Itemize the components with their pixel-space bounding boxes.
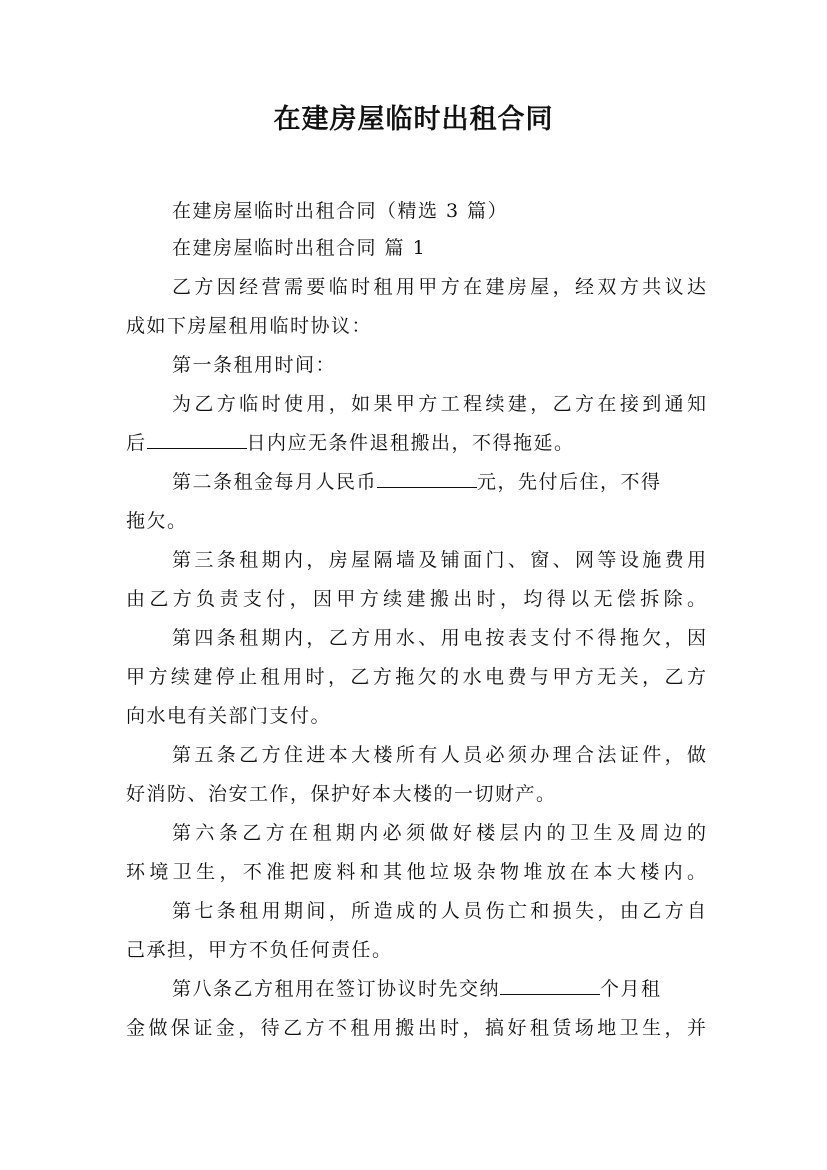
- text-segment: 后: [126, 432, 147, 454]
- paragraph-line: 第五条乙方住进本大楼所有人员必须办理合法证件，做: [172, 744, 706, 766]
- text-segment: 日内应无条件退租搬出，不得拖延。: [246, 432, 575, 454]
- paragraph-line: 为乙方临时使用，如果甲方工程续建，乙方在接到通知: [172, 393, 706, 415]
- paragraph-line: [126, 467, 706, 497]
- paragraph-line: 金做保证金，待乙方不租用搬出时，搞好租赁场地卫生，并: [126, 1017, 706, 1039]
- text-segment: 第八条乙方租用在签订协议时先交纳: [172, 978, 501, 1000]
- fill-in-blank: [500, 976, 600, 995]
- paragraph-line: 好消防、治安工作，保护好本大楼的一切财产。: [126, 783, 557, 805]
- paragraph-line: 拖欠。: [126, 510, 188, 532]
- text-segment: 元，先付后住，不得: [477, 471, 662, 493]
- text-segment: 第二条租金每月人民币: [172, 471, 378, 493]
- text-segment: 个月租: [600, 978, 662, 1000]
- paragraph-line: 第四条租期内，乙方用水、用电按表支付不得拖欠，因: [172, 627, 706, 649]
- paragraph-line: 甲方续建停止租用时，乙方拖欠的水电费与甲方无关，乙方: [126, 666, 706, 688]
- paragraph-line: 第七条租用期间，所造成的人员伤亡和损失，由乙方自: [172, 900, 706, 922]
- paragraph-line: 向水电有关部门支付。: [126, 705, 332, 727]
- document-title: 在建房屋临时出租合同: [273, 104, 554, 135]
- fill-in-blank: [377, 469, 477, 488]
- paragraph-line: 由乙方负责支付，因甲方续建搬出时，均得以无偿拆除。: [126, 588, 706, 610]
- fill-in-blank: [147, 430, 247, 449]
- paragraph-line: [126, 428, 706, 458]
- paragraph-line: 成如下房屋租用临时协议：: [126, 315, 373, 337]
- paragraph-line: 第六条乙方在租期内必须做好楼层内的卫生及周边的: [172, 822, 706, 844]
- article-heading: 第一条租用时间：: [172, 354, 337, 376]
- paragraph-line: 环境卫生，不准把废料和其他垃圾杂物堆放在本大楼内。: [126, 861, 706, 883]
- document-subtitle: 在建房屋临时出租合同（精选 3 篇）: [172, 200, 509, 222]
- paragraph-line: [126, 974, 706, 1004]
- paragraph-line: 第三条租期内，房屋隔墙及铺面门、窗、网等设施费用: [172, 549, 706, 571]
- paragraph-line: 己承担，甲方不负任何责任。: [126, 939, 393, 961]
- section-heading: 在建房屋临时出租合同 篇 1: [172, 237, 427, 259]
- paragraph-line: 乙方因经营需要临时租用甲方在建房屋，经双方共议达: [172, 276, 706, 298]
